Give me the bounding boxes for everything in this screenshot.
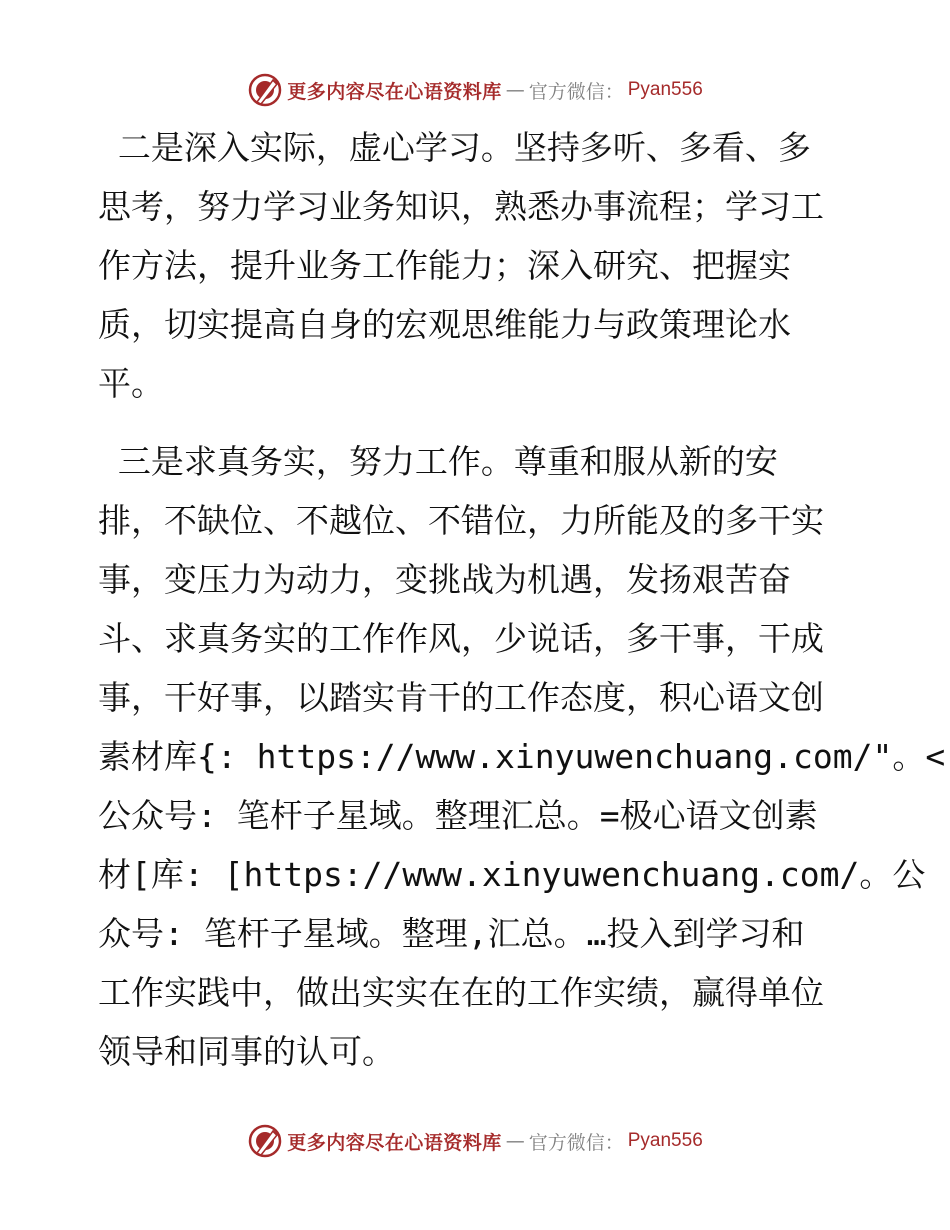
banner-title: 更多内容尽在心语资料库 bbox=[287, 1131, 502, 1154]
banner-wechat-id: Pyan556 bbox=[627, 79, 703, 100]
text-line: 斗、求真务实的工作作风，少说话，多干事，干成 bbox=[98, 619, 824, 658]
text-line: 平。 bbox=[98, 364, 164, 403]
text-line: 材[库: [https://www.xinyuwenchuang.com/。公 bbox=[98, 855, 926, 894]
paragraph-1 bbox=[98, 118, 858, 413]
banner-wechat-id: Pyan556 bbox=[627, 1130, 703, 1151]
banner-separator: — bbox=[505, 1130, 525, 1152]
banner-title: 更多内容尽在心语资料库 bbox=[287, 80, 502, 103]
banner-wechat-label: 官方微信： bbox=[528, 80, 624, 103]
paragraph-2 bbox=[98, 432, 946, 1081]
text-line: 事，干好事，以踏实肯干的工作态度，积心语文创 bbox=[98, 678, 824, 717]
pen-nib-logo-icon bbox=[247, 72, 283, 108]
text-line: 事，变压力为动力，变挑战为机遇，发扬艰苦奋 bbox=[98, 560, 791, 599]
text-line: 众号: 笔杆子星域。整理,汇总。…投入到学习和 bbox=[98, 914, 805, 953]
text-line: 工作实践中，做出实实在在的工作实绩，赢得单位 bbox=[98, 973, 824, 1012]
text-line: 素材库{: https://www.xinyuwenchuang.com/"。< bbox=[98, 737, 946, 776]
text-line: 三是求真务实，努力工作。尊重和服从新的安 bbox=[98, 442, 778, 481]
text-line: 二是深入实际，虚心学习。坚持多听、多看、多 bbox=[98, 128, 811, 167]
footer-banner bbox=[0, 1121, 950, 1161]
text-line: 思考，努力学习业务知识，熟悉办事流程；学习工 bbox=[98, 187, 824, 226]
text-line: 领导和同事的认可。 bbox=[98, 1032, 395, 1071]
banner-wechat-label: 官方微信： bbox=[528, 1131, 624, 1154]
text-line: 公众号: 笔杆子星域。整理汇总。=极心语文创素 bbox=[98, 796, 818, 835]
text-line: 质，切实提高自身的宏观思维能力与政策理论水 bbox=[98, 305, 791, 344]
banner-separator: — bbox=[505, 79, 525, 101]
text-line: 作方法，提升业务工作能力；深入研究、把握实 bbox=[98, 246, 791, 285]
document-body bbox=[98, 118, 946, 1081]
pen-nib-logo-icon bbox=[247, 1123, 283, 1159]
header-banner bbox=[0, 70, 950, 110]
text-line: 排，不缺位、不越位、不错位，力所能及的多干实 bbox=[98, 501, 824, 540]
